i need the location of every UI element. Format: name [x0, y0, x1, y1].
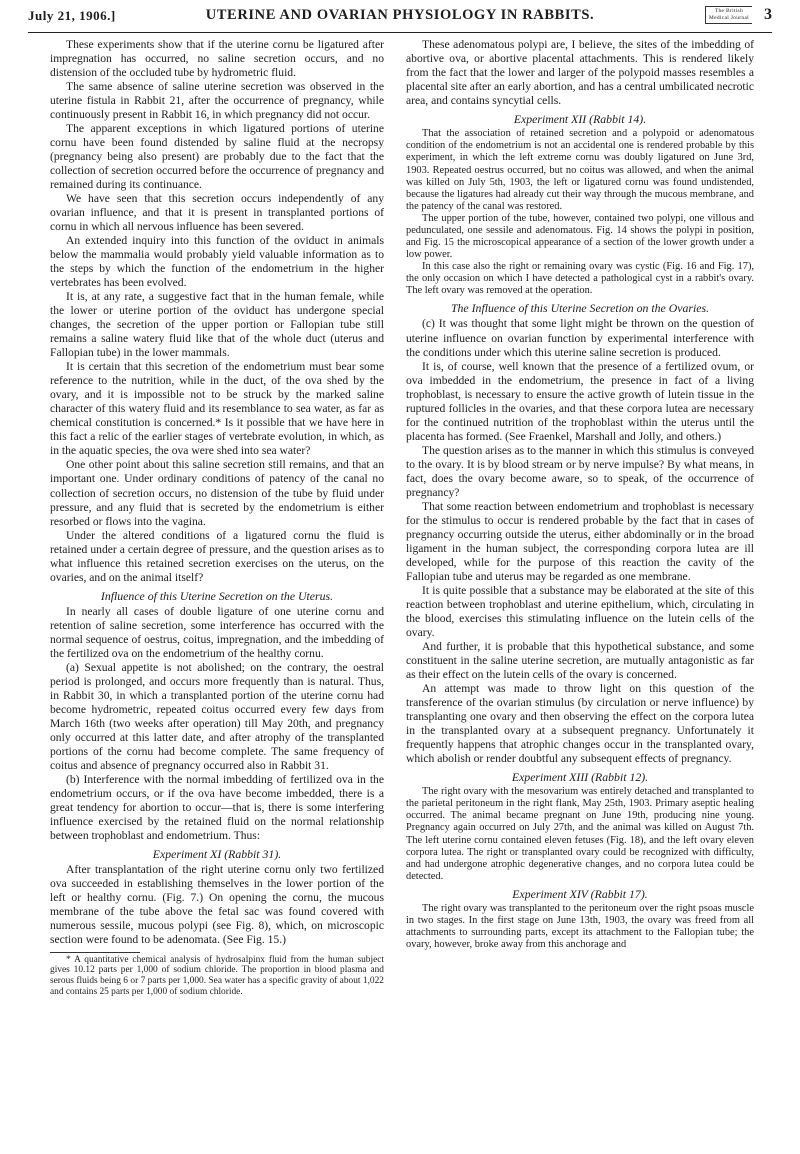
section-heading: Experiment XIII (Rabbit 12).	[511, 769, 649, 784]
experiment-paragraph: In this case also the right or remaining ovary was cystic (Fig. 16 and Fig. 17), the only occasion on which I have detected a pathological cyst in a rabbit's ovary. The left ovary was removed at the operation.	[406, 261, 754, 297]
paragraph: The same absence of saline uterine secretion was observed in the uterine fistula in Rabbit 21, after the occurrence of pregnancy, while continuously present in Rabbit 16, in which pregnancy did not occur.	[50, 80, 384, 122]
journal-badge-line-2: Medical Journal	[708, 15, 749, 21]
page-header	[28, 6, 772, 34]
section-heading: Influence of this Uterine Secretion on the Uterus.	[100, 588, 334, 603]
paragraph: It is, at any rate, a suggestive fact that in the human female, while the lower or uterine portion of the oviduct has undergone special changes, the secretion of the upper portion or Fallopian tube still remains a saline watery fluid like that of the whole duct (uterus and Fallopian tube) in the lower mammals.	[50, 290, 384, 360]
paragraph: That some reaction between endometrium and trophoblast is necessary for the stimulus to occur is rendered probable by the fact that in cases of pregnancy occurring outside the uterus, either abdominally or in the broad ligament in the human subject, the corresponding corpora lutea are ill developed, while for the purpose of this reaction the cavity of the Fallopian tube and uterus may be regarded as one membrane.	[406, 499, 754, 583]
paragraph: We have seen that this secretion occurs independently of any ovarian influence, and that it is present in transplanted portions of cornu in which all nervous influence has been severed.	[50, 192, 384, 234]
section-heading: The Influence of this Uterine Secretion on the Ovaries.	[450, 301, 710, 316]
paragraph: It is, of course, well known that the presence of a fertilized ovum, or ova imbedded in the endometrium, the presence in fact of a living trophoblast, is necessary to ensure the active growth of lutein tissue in the ruptured follicles in the ovaries, and that these corpora lutea are necessary for the continued nutrition of the trophoblast within the uterus until the placenta has formed. (See Fraenkel, Marshall and Jolly, and others.)	[406, 359, 754, 443]
paragraph: It is certain that this secretion of the endometrium must bear some reference to the nutrition, while in the duct, of the ova shed by the ovary, and it is impossible not to be struck by the marked saline character of this watery fluid and its resemblance to sea water, as far as chemical constitution is concerned.* Is it possible that we have here in this fact a relic of the earlier stages of vertebrate evolution, in which, as in the aquatic species, the ova were shed into sea water?	[50, 360, 384, 458]
experiment-paragraph: The right ovary with the mesovarium was entirely detached and transplanted to the parietal peritoneum in the right flank, May 25th, 1903. Primary aseptic healing occurred. The animal became pregnant on June 19th, producing nine young. Pregnancy again occurred on July 27th, and the animal was killed on August 7th. The left uterine cornu contained eleven fetuses (Fig. 18), and the left ovary eleven corpora lutea. The right or transplanted ovary could be recognized with difficulty, and had undergone atrophic degenerative changes, and no corpora lutea could be detected.	[406, 786, 754, 882]
footnote: * A quantitative chemical analysis of hydrosalpinx fluid from the human subject gives 10.12 parts per 1,000 of sodium chloride. The proportion in blood plasma and serous fluids being 6 or 7 parts per 1,000. Sea water has a specific gravity of about 1,022 and contains 25 parts per 1,000 of sodium chloride.	[50, 954, 384, 997]
paragraph: And further, it is probable that this hypothetical substance, and some constituent in the saline uterine secretion, are mutually antagonistic as far as their effect on the lutein cells of the ovary is concerned.	[406, 639, 754, 681]
paragraph: Under the altered conditions of a ligatured cornu the fluid is retained under a certain degree of pressure, and the question arises as to what influence this retained secretion exercises on the uterus, on the ovaries, and on the animal itself?	[50, 528, 384, 584]
experiment-paragraph: That the association of retained secretion and a polypoid or adenomatous condition of the endometrium is not an accidental one is rendered probable by this experiment, in which the left extreme cornu was doubly ligatured on June 3rd, 1903. Repeated oestrus occurred, but no coitus was allowed, and when the animal was killed on July 5th, 1903, the left or ligatured cornu was found undistended, because the ligatures had already cut their way through the mucous membrane, and the patency of the canal was restored.	[406, 128, 754, 212]
experiment-paragraph: The upper portion of the tube, however, contained two polypi, one villous and pedunculated, one sessile and adenomatous. Fig. 14 shows the polypi in position, and Fig. 15 the microscopical appearance of a section of the lower growth under a low power.	[406, 212, 754, 260]
paragraph: These experiments show that if the uterine cornu be ligatured after impregnation has occurred, no saline secretion occurs, and no distension of the occluded tube by hydrometric fluid.	[50, 38, 384, 80]
paragraph: In nearly all cases of double ligature of one uterine cornu and retention of saline secretion, some interference has occurred with the normal sequence of oestrus, coitus, impregnation, and the imbedding of the fertilized ova on the endometrium of the healthy cornu.	[50, 604, 384, 660]
section-heading: Experiment XII (Rabbit 14).	[513, 112, 647, 127]
experiment-paragraph: The right ovary was transplanted to the peritoneum over the right psoas muscle in two stages. In the first stage on June 13th, 1903, the ovary was freed from all attachments to surrounding parts, except its attachment to the Fallopian tube; the ovary, however, broke away from this anchorage and	[406, 903, 754, 951]
running-title: UTERINE AND OVARIAN PHYSIOLOGY IN RABBITS.	[205, 7, 595, 23]
paragraph: An extended inquiry into this function of the oviduct in animals below the mammalia would probably yield valuable information as to the steps by which the function of the endometrium in the higher vertebrates has been evolved.	[50, 234, 384, 290]
paragraph: An attempt was made to throw light on this question of the transference of the ovarian stimulus (by circulation or nerve influence) by transplanting one ovary and then observing the effect on the corpora lutea in the transplanted ovary at a subsequent pregnancy. Unfortunately it frequently happens that atrophic changes occur in the transplanted ovary, which abolish or render doubtful any subsequent effects of pregnancy.	[406, 681, 754, 765]
left-column	[50, 38, 384, 1148]
right-column	[406, 38, 754, 1148]
paragraph: It is quite possible that a substance may be elaborated at the site of this reaction between trophoblast and uterine epithelium, which, circulating in the blood, exercises this stimulating influence on the lutein cells of the ovary.	[406, 583, 754, 639]
paragraph: (b) Interference with the normal imbedding of fertilized ova in the endometrium occurs, or if the ova have become imbedded, there is a great tendency for abortion to occur—that is, there is some interfering influence exercised by the retained fluid on the normal relationship between trophoblast and endometrium. Thus:	[50, 773, 384, 843]
footnote-divider	[50, 952, 140, 953]
paragraph: (a) Sexual appetite is not abolished; on the contrary, the oestral period is prolonged, and occurs more frequently than is natural. Thus, in Rabbit 30, in which a transplanted portion of the uterine cornu had become hydrometric, repeated coitus occurred every few days from March 16th (two weeks after operation) till May 20th, and pregnancy only occurred at this latter date, and after atrophy of the transplanted portions of the cornu had become complete. The same frequency of coitus and absence of pregnancy occurred also in Rabbit 31.	[50, 660, 384, 773]
journal-badge	[705, 6, 752, 24]
paragraph: One other point about this saline secretion still remains, and that an important one. Under ordinary conditions of patency of the canal no collection of secretion occurs, no distension of the tube by fluid under pressure, and any fluid that is secreted by the endometrium is either resorbed or flows into the vagina.	[50, 458, 384, 528]
journal-badge-line-1: The British	[714, 8, 744, 14]
paragraph: These adenomatous polypi are, I believe, the sites of the imbedding of abortive ova, or abortive placental attachments. This is rendered likely from the fact that the lower and larger of the polypoid masses resembles a placental site after an early abortion, and has a central umbilicated necrotic area, and contains syncytial cells.	[406, 38, 754, 108]
paragraph: The apparent exceptions in which ligatured portions of uterine cornu have been found distended by saline fluid at the necropsy (pregnancy being also present) are probably due to the fact that the collection of secretion occurred before the occurrence of pregnancy and remained during its continuance.	[50, 122, 384, 192]
page-number: 3	[764, 6, 772, 23]
paragraph: After transplantation of the right uterine cornu only two fertilized ova succeeded in establishing themselves in the lower portion of the left or healthy cornu. (Fig. 7.) On opening the cornu, the mucous membrane of the tube above the fetal sac was found covered with numerous sessile, mucous polypi (see Fig. 8), which, on microscopic section were found to be adenomata. (See Fig. 15.)	[50, 863, 384, 947]
section-heading: Experiment XI (Rabbit 31).	[152, 847, 282, 862]
paragraph: The question arises as to the manner in which this stimulus is conveyed to the ovary. It is by blood stream or by nerve impulse? By what means, in fact, does the ovary become aware, so to speak, of the occurrence of pregnancy?	[406, 443, 754, 499]
issue-date: July 21, 1906.]	[28, 8, 116, 23]
paragraph: (c) It was thought that some light might be thrown on the question of uterine influence on ovarian function by experimental interference with the conditions under which this uterine saline secretion is produced.	[406, 317, 754, 359]
header-rule	[28, 32, 772, 33]
section-heading: Experiment XIV (Rabbit 17).	[512, 886, 648, 901]
